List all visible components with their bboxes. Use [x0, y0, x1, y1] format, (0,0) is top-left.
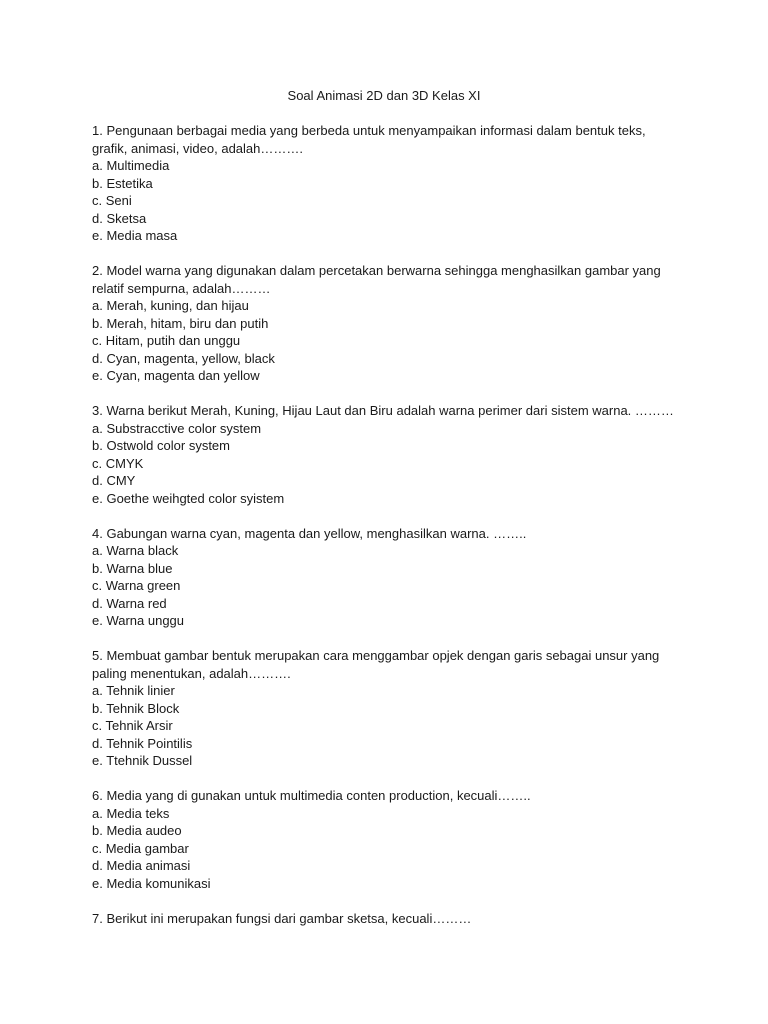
question-text: 2. Model warna yang digunakan dalam percetakan berwarna sehingga menghasilkan gambar yang: [92, 263, 661, 278]
answer-option: b. Warna blue: [92, 560, 173, 576]
answer-option: b. Estetika: [92, 175, 153, 191]
question-4: [92, 525, 692, 630]
answer-option: b. Media audeo: [92, 823, 182, 838]
answer-option: a. Warna black: [92, 543, 179, 558]
answer-option: d. Warna red: [92, 595, 167, 611]
question-2: [92, 262, 692, 385]
question-list: [92, 122, 692, 945]
answer-option: c. CMYK: [92, 455, 144, 471]
answer-option: e. Cyan, magenta dan yellow: [92, 368, 260, 383]
answer-option: d. CMY: [92, 473, 136, 488]
question-text: 5. Membuat gambar bentuk merupakan cara menggambar opjek dengan garis sebagai unsur yang: [92, 648, 660, 663]
question-5: [92, 647, 692, 770]
answer-option: d. Media animasi: [92, 858, 191, 873]
answer-option: b. Merah, hitam, biru dan putih: [92, 315, 269, 331]
question-6: [92, 787, 692, 892]
document-title: Soal Animasi 2D dan 3D Kelas XI: [287, 88, 481, 103]
answer-option: e. Warna unggu: [92, 613, 185, 628]
question-text: 7. Berikut ini merupakan fungsi dari gambar sketsa, kecuali………: [92, 910, 472, 926]
answer-option: c. Warna green: [92, 578, 181, 593]
question-1: [92, 122, 692, 245]
answer-option: b. Tehnik Block: [92, 700, 180, 716]
answer-option: e. Media masa: [92, 228, 178, 243]
answer-option: c. Tehnik Arsir: [92, 718, 173, 733]
question-text: grafik, animasi, video, adalah……….: [92, 140, 303, 156]
question-7: [92, 910, 692, 928]
answer-option: b. Ostwold color system: [92, 438, 230, 453]
answer-option: d. Cyan, magenta, yellow, black: [92, 350, 275, 366]
question-text: 3. Warna berikut Merah, Kuning, Hijau Laut dan Biru adalah warna perimer dari sistem warna. ………: [92, 403, 674, 418]
answer-option: c. Hitam, putih dan unggu: [92, 333, 241, 348]
question-3: [92, 402, 692, 507]
question-text: relatif sempurna, adalah………: [92, 280, 271, 296]
answer-option: c. Seni: [92, 193, 132, 208]
answer-option: e. Goethe weihgted color syistem: [92, 490, 285, 506]
question-text: 4. Gabungan warna cyan, magenta dan yellow, menghasilkan warna. ……..: [92, 525, 527, 541]
answer-option: a. Tehnik linier: [92, 683, 175, 698]
answer-option: a. Multimedia: [92, 158, 170, 173]
question-text: 1. Pengunaan berbagai media yang berbeda untuk menyampaikan informasi dalam bentuk teks,: [92, 123, 646, 138]
answer-option: e. Ttehnik Dussel: [92, 753, 193, 768]
answer-option: a. Merah, kuning, dan hijau: [92, 298, 249, 313]
answer-option: d. Tehnik Pointilis: [92, 735, 193, 751]
answer-option: d. Sketsa: [92, 210, 147, 226]
answer-option: a. Substracctive color system: [92, 420, 262, 436]
answer-option: e. Media komunikasi: [92, 875, 211, 891]
answer-option: a. Media teks: [92, 805, 170, 821]
question-text: paling menentukan, adalah……….: [92, 665, 291, 681]
answer-option: c. Media gambar: [92, 840, 189, 856]
question-text: 6. Media yang di gunakan untuk multimedia conten production, kecuali……..: [92, 788, 531, 803]
